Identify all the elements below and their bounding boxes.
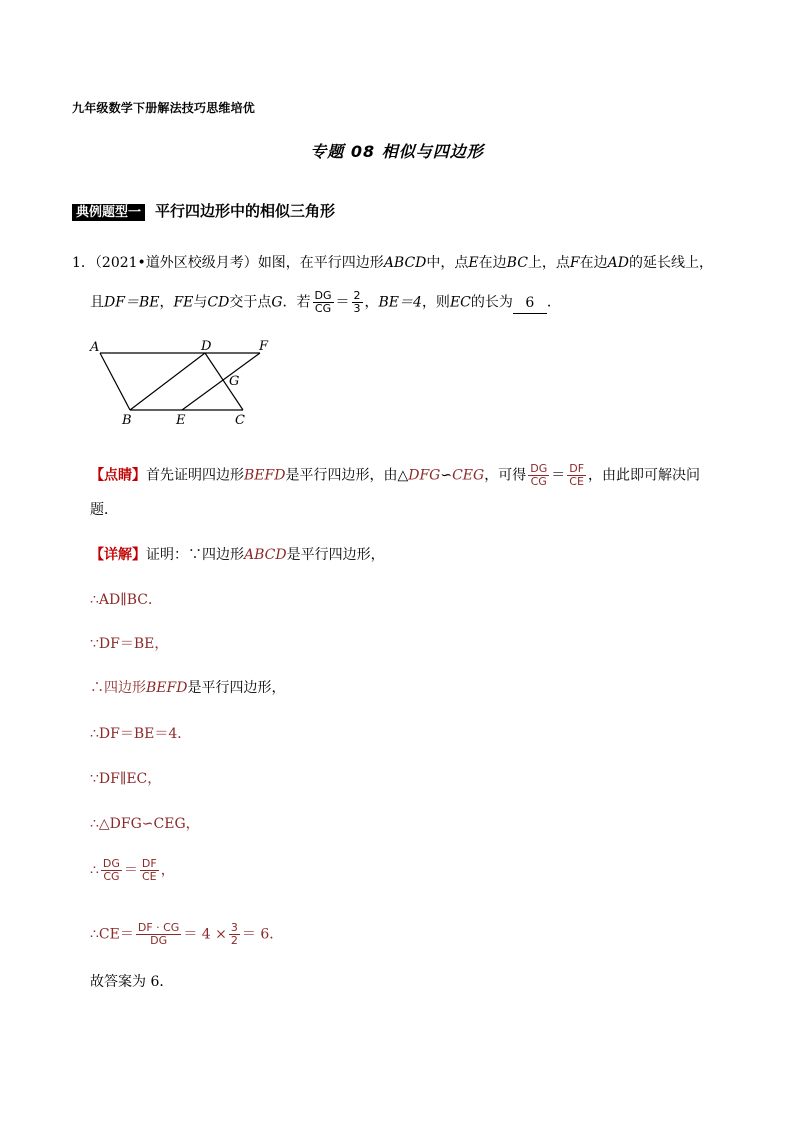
solution-step-4: ∴DF＝BE＝4． (90, 726, 192, 742)
fraction-df-ce (567, 463, 586, 488)
solution-text: ， (160, 862, 175, 879)
var-abcd: ABCD (383, 255, 427, 271)
equals-sign: ＝ (335, 294, 350, 311)
header-subject: 九年级数学下册解法技巧思维培优 (72, 101, 256, 115)
solution-intro (90, 545, 385, 565)
label-b: B (122, 413, 132, 428)
problem-text: 的长为 (470, 294, 513, 311)
problem-text: ， (364, 294, 379, 311)
label-g: G (229, 374, 240, 389)
problem-text: ， (159, 294, 174, 311)
problem-text: 且 (90, 294, 104, 311)
line-ab (100, 353, 130, 410)
label-e: E (176, 413, 186, 428)
section-tag: 典例题型一 (72, 204, 145, 221)
fraction-dfcg-dg (136, 922, 182, 947)
problem-number: 1． (72, 255, 95, 271)
var-g: G (271, 294, 283, 311)
solution-step-1: ∴AD∥BC． (90, 592, 162, 608)
problem-line-1 (72, 253, 713, 273)
fraction-denominator: CE (142, 870, 157, 883)
label-f: F (259, 339, 269, 354)
therefore-sign: ∴ (90, 862, 99, 879)
parallelogram-figure (85, 335, 285, 435)
solution-step-6: ∴△DFG∽CEG， (90, 816, 200, 832)
fraction-2-3 (352, 290, 363, 315)
analysis-text: ，可得 (484, 467, 527, 484)
label-a: A (90, 340, 100, 355)
problem-text: ，则 (421, 294, 450, 311)
solution-text: ＝ 6． (241, 926, 284, 943)
var-be-4: BE＝4 (378, 294, 422, 311)
fraction-numerator: DG (314, 289, 332, 302)
solution-step-8 (90, 922, 283, 947)
fraction-numerator: 3 (230, 921, 238, 934)
fraction-numerator: DF (569, 462, 585, 475)
label-d: D (201, 339, 212, 354)
problem-text: 与 (193, 294, 208, 311)
answer-blank: 6 (513, 293, 547, 314)
fraction-denominator: CE (569, 475, 584, 488)
solution-step-7 (90, 858, 175, 883)
fraction-denominator: 3 (353, 302, 361, 315)
fraction-df-ce (140, 858, 159, 883)
problem-text: ．若 (282, 294, 311, 311)
problem-text: 如图，在平行四边形 (257, 255, 384, 271)
solution-text: ∴CE＝ (90, 926, 134, 943)
analysis-line-2: 题． (90, 502, 118, 518)
fraction-denominator: CG (530, 475, 547, 488)
solution-text: ∴四边形 (90, 680, 146, 696)
fraction-denominator: CG (314, 302, 332, 315)
label-c: C (235, 413, 245, 428)
var-ceg: CEG (452, 467, 485, 484)
solution-text: 是平行四边形， (187, 680, 286, 696)
solution-label: 【详解】 (90, 547, 146, 563)
var-df-eq-be: DF＝BE (104, 294, 160, 311)
problem-line-2 (90, 290, 561, 315)
fraction-denominator: CG (103, 870, 120, 883)
fraction-dg-cg (528, 463, 549, 488)
problem-text: ． (546, 294, 561, 311)
problem-text: 交于点 (229, 294, 272, 311)
problem-text: 的延长线上， (628, 255, 713, 271)
solution-text: ＝ 4 × (183, 926, 227, 943)
var-cd: CD (207, 294, 230, 311)
fraction-numerator: DG (530, 462, 548, 475)
analysis-text: 首先证明四边形 (146, 467, 244, 484)
fraction-3-2 (229, 922, 240, 947)
fraction-dg-cg (101, 858, 122, 883)
page-title: 专题 08 相似与四边形 (310, 142, 484, 161)
fraction-numerator: DF · CG (137, 921, 180, 934)
solution-step-5: ∵DF∥EC， (90, 771, 162, 787)
problem-text: 在边 (579, 255, 608, 271)
solution-text: 是平行四边形， (286, 547, 385, 563)
fraction-denominator: DG (150, 934, 168, 947)
section-title: 平行四边形中的相似三角形 (155, 202, 336, 220)
similar-sign: ∽ (440, 467, 453, 484)
var-bc: BC (506, 255, 528, 271)
equals-sign: ＝ (123, 862, 138, 879)
solution-step-3 (90, 678, 285, 698)
var-f: F (569, 255, 580, 271)
problem-source: （2021•道外区校级月考） (94, 255, 258, 271)
var-fe: FE (173, 294, 194, 311)
solution-text: 证明：∵四边形 (146, 547, 244, 563)
var-ad: AD (607, 255, 629, 271)
section-heading (72, 200, 335, 221)
fraction-dg-cg (313, 290, 334, 315)
var-befd: BEFD (146, 680, 188, 696)
analysis-label: 【点睛】 (90, 467, 146, 484)
problem-text: 中，点 (426, 255, 469, 271)
var-e: E (468, 255, 479, 271)
final-answer: 故答案为 6． (90, 974, 174, 990)
analysis-text: ，由此即可解决问 (588, 467, 701, 484)
problem-text: 在边 (478, 255, 507, 271)
analysis-line-1 (90, 463, 700, 488)
var-befd: BEFD (244, 467, 286, 484)
fraction-numerator: DG (102, 857, 120, 870)
var-ec: EC (449, 294, 471, 311)
solution-step-2: ∵DF＝BE， (90, 636, 169, 652)
var-dfg: DFG (408, 467, 441, 484)
fraction-numerator: DF (141, 857, 157, 870)
problem-text: 上，点 (527, 255, 570, 271)
analysis-text: 是平行四边形，由△ (285, 467, 409, 484)
equals-sign: ＝ (551, 467, 566, 484)
var-abcd: ABCD (244, 547, 287, 563)
fraction-numerator: 2 (353, 289, 361, 302)
fraction-denominator: 2 (230, 934, 238, 947)
